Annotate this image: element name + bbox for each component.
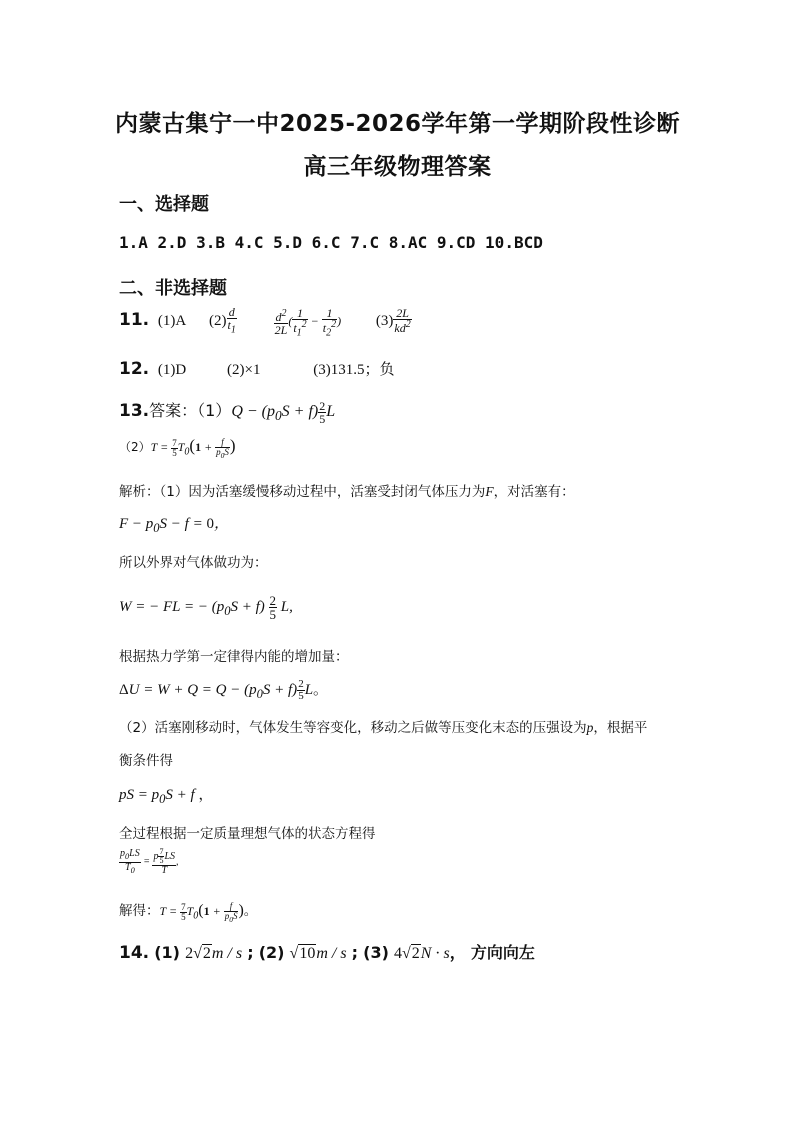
q12-number: 12.	[119, 359, 150, 379]
q14-answer: 14. (1) 2√2m / s ; (2) √10m / s ; (3) 4√2N · s， 方向向左	[119, 943, 535, 963]
q13-state-eq: $\frac{p_0LS}{T_0}$ = p $\frac{7}{5}$ LS T ,	[120, 847, 179, 876]
q13-answer-part1	[119, 398, 335, 425]
q11-part2-label: (2)	[209, 313, 227, 330]
q13-formula-2: T = $\frac{7}{5}$ $T_0(1$ + $\frac{f}{p_0S}$ )	[150, 436, 236, 460]
multiple-choice-answers: 1.A 2.D 3.B 4.C 5.D 6.C 7.C 8.AC 9.CD 10.BCD	[119, 233, 543, 252]
q11-frac-d-t1: $\frac{d}{t_1}$	[227, 305, 236, 336]
q13-pressure-eq: pS = $p_0S + f$ ，	[119, 787, 214, 806]
q13-solve-label: 解得：	[119, 903, 160, 919]
q12-part3: (3)131.5；负	[313, 362, 395, 378]
q13-energy-eq: $\Delta U = W + Q = Q - (p_0S + f)$ $\frac{2}{5}$ L。	[119, 678, 329, 703]
q14-number: 14.	[119, 943, 150, 963]
q11-part3-label: (3)	[375, 313, 394, 330]
q12-answer	[119, 358, 395, 379]
q12-part2: (2)×1	[227, 362, 261, 378]
q14-part3-label: (3)	[363, 943, 389, 962]
q11-answer	[119, 306, 412, 338]
q13-analysis-text-tail: ，对活塞有：	[493, 484, 575, 500]
q11-frac-3: $\frac{2L}{kd^2}$	[394, 306, 411, 336]
q13-part2-label: （2）	[119, 440, 151, 454]
q13-part2-text: （2）活塞刚移动时，气体发生等容变化，移动之后做等压变化末态的压强设为p，根据平	[119, 720, 648, 736]
q11-formula-2: $\frac{d^2}{2L}$ ( $\frac{1}{t_1^2}$ − $\frac{1}{t_2^2}$ )	[274, 305, 342, 339]
q13-answer-part2	[119, 436, 236, 459]
q13-work-intro: 所以外界对气体做功为：	[119, 555, 268, 571]
q14-answer-2: √10m / s	[289, 945, 347, 962]
q13-state-eq-intro: 全过程根据一定质量理想气体的状态方程得	[119, 826, 376, 842]
q13-part2-text-b: ，根据平	[593, 720, 648, 736]
q13-part2-text-a: （2）活塞刚移动时，气体发生等容变化，移动之后做等压变化末态的压强设为	[119, 720, 587, 736]
q13-part2-text-c: 衡条件得	[119, 753, 173, 769]
q12-part1: (1)D	[157, 362, 187, 378]
q14-part1-label: (1)	[154, 943, 180, 962]
q14-answer-3: 4√2N · s	[394, 945, 450, 962]
q11-number: 11.	[119, 310, 150, 331]
q13-first-law-intro: 根据热力学第一定律得内能的增加量：	[119, 649, 349, 665]
section-heading-nonchoice: 二、非选择题	[119, 278, 227, 299]
q14-part2-label: (2)	[258, 943, 285, 962]
document-title: 内蒙古集宁一中2025-2026学年第一学期阶段性诊断	[114, 111, 681, 137]
q13-analysis-intro: 解析：（1）因为活塞缓慢移动过程中，活塞受封闭气体压力为F，对活塞有：	[119, 484, 575, 500]
q13-lead: 答案：（1）	[149, 401, 232, 420]
q13-formula-1: $Q - (p_0S + f)$ $\frac{2}{5}$ L	[231, 398, 336, 426]
q13-force-balance-eq: $F - p_0S - f = 0$，	[119, 516, 229, 535]
document-subtitle: 高三年级物理答案	[303, 154, 492, 180]
q14-answer-1: 2√2m / s	[185, 945, 243, 962]
q13-solution: 解得：T = $\frac{7}{5}$ $T_0(1$ + $\frac{f}{p_0S}$ )。	[119, 900, 258, 924]
section-heading-choice: 一、选择题	[119, 194, 209, 215]
q13-analysis-text: 解析：（1）因为活塞缓慢移动过程中，活塞受封闭气体压力为	[119, 484, 486, 500]
q11-part1: (1)A	[157, 313, 187, 330]
q13-work-eq: W = − FL = − $(p_0S + f)$ $\frac{2}{5}$ L,	[119, 593, 293, 622]
q14-direction: 方向向左	[470, 943, 535, 962]
q13-number: 13.	[119, 401, 150, 421]
